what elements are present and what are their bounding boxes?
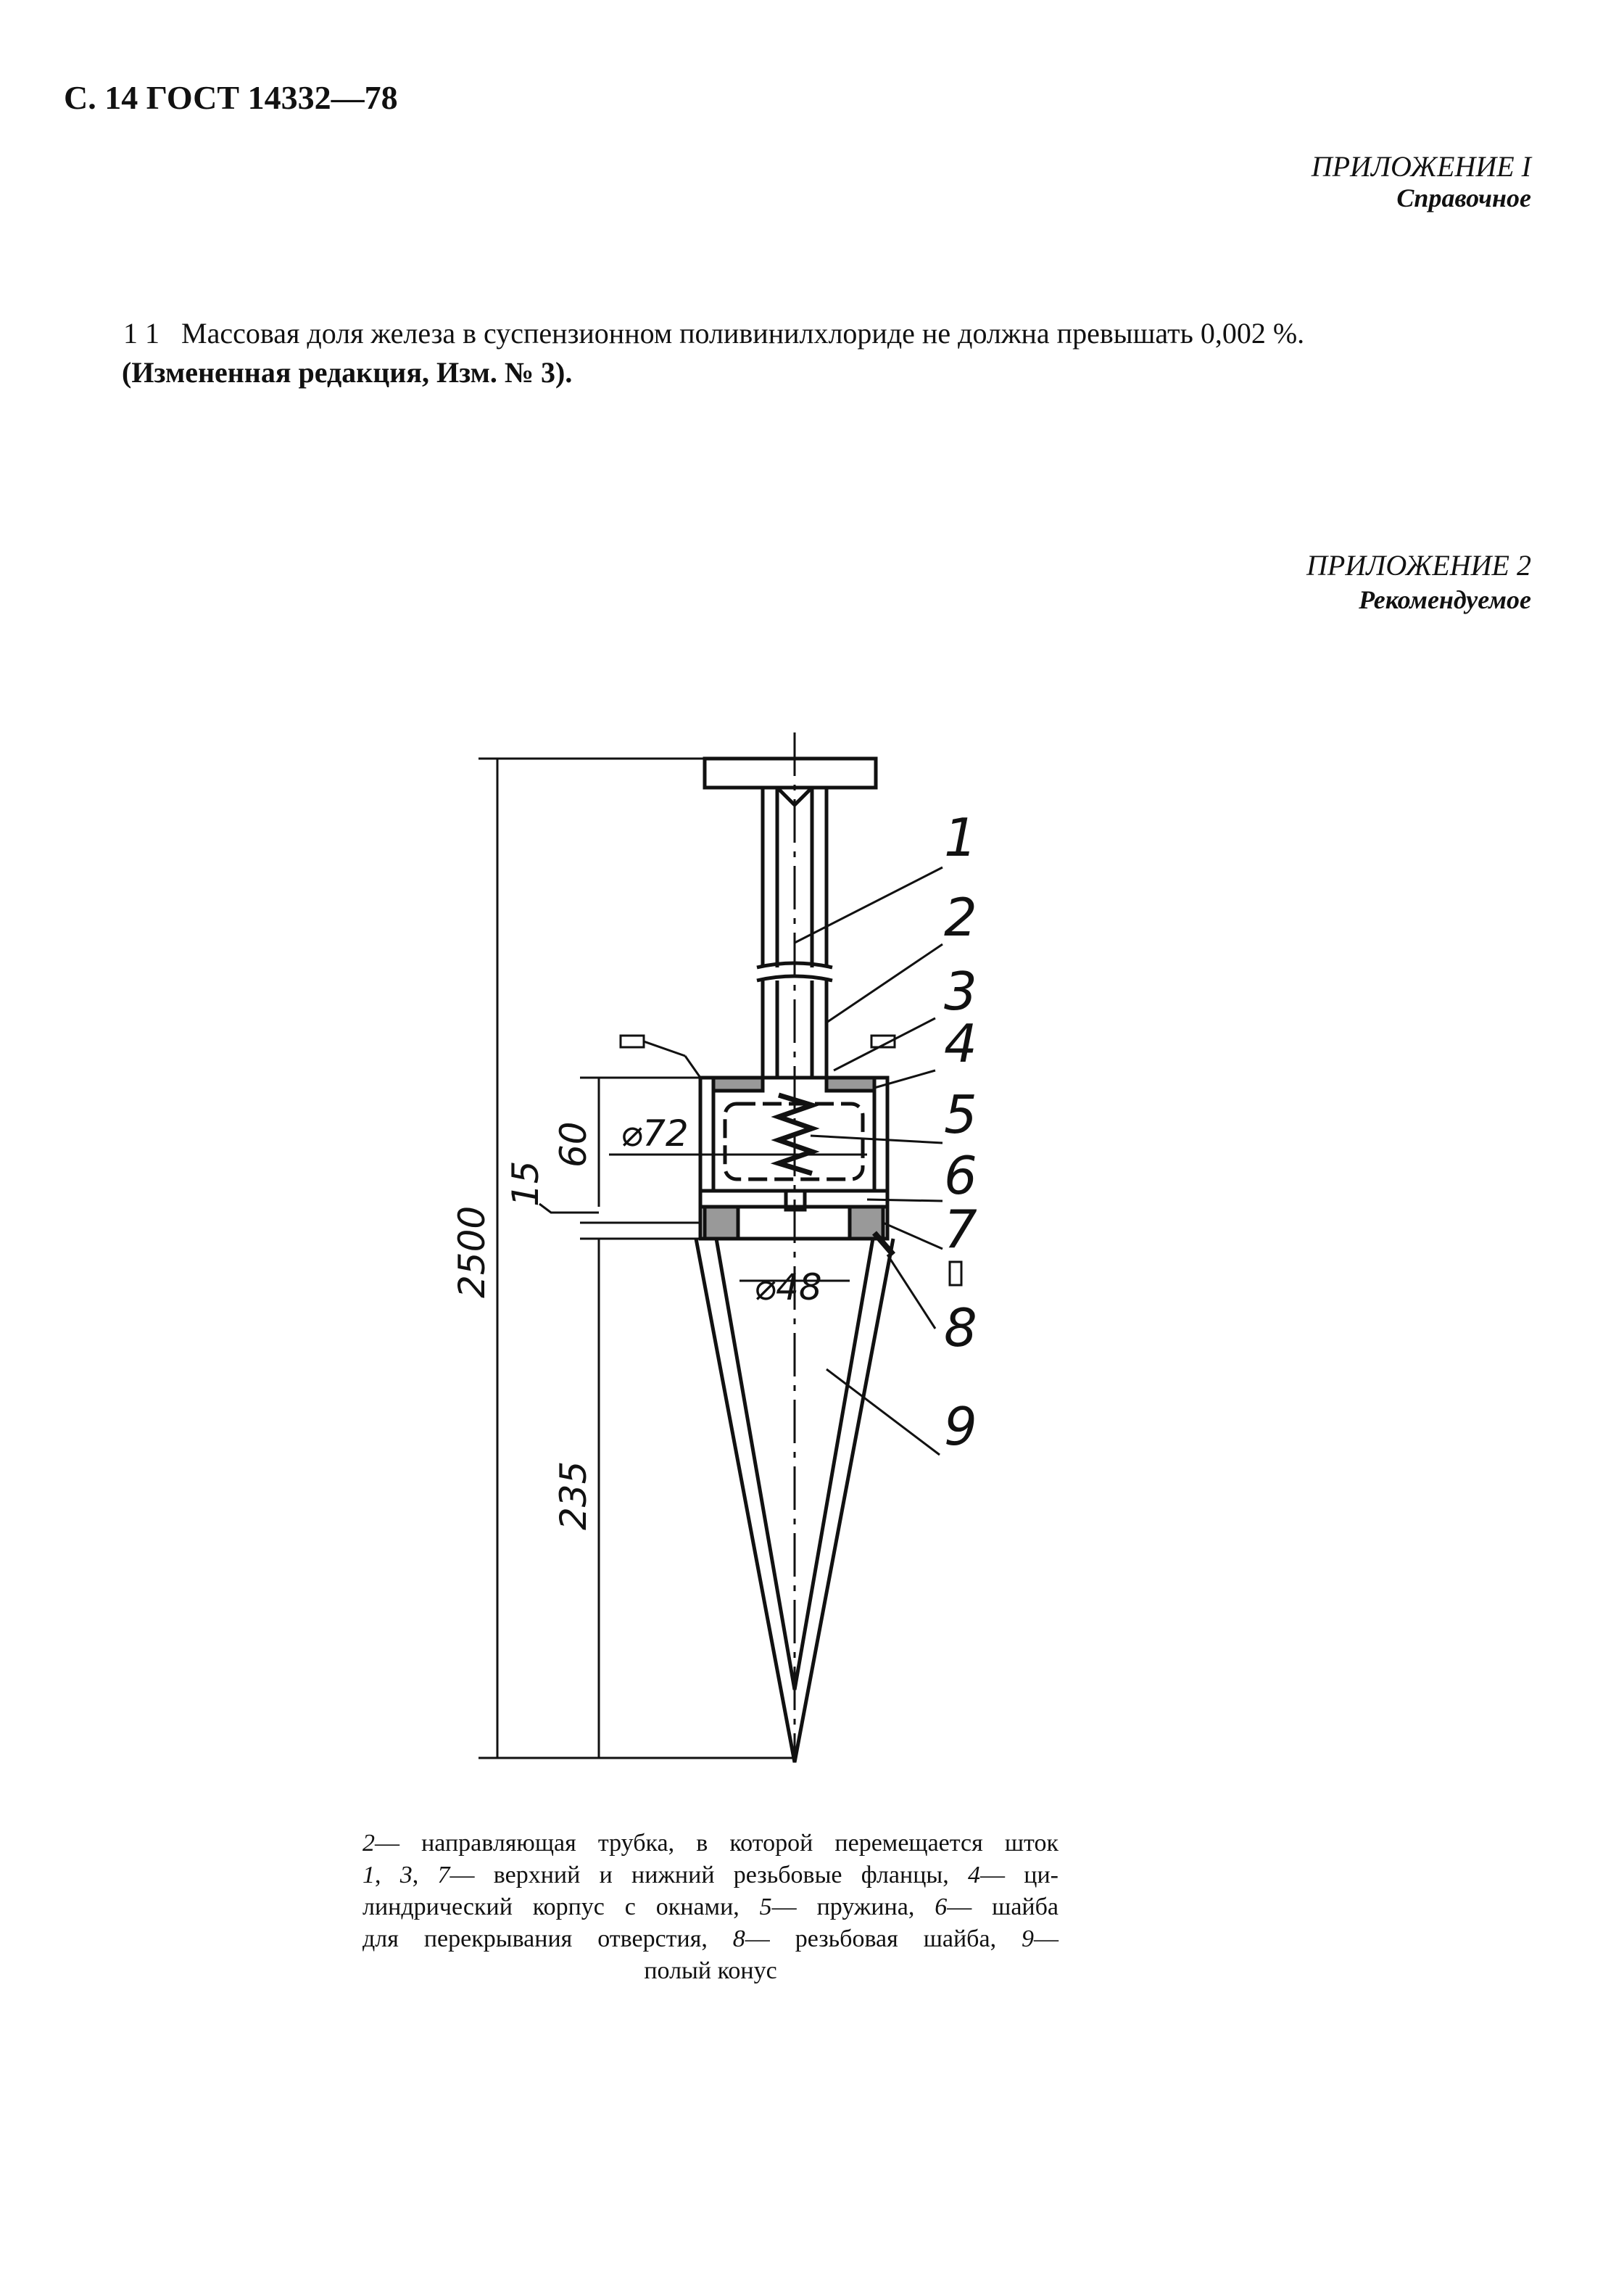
caption-text: — ци- <box>980 1862 1058 1888</box>
appendix-2-title: ПРИЛОЖЕНИЕ 2 <box>1306 549 1531 582</box>
caption-num: 8 <box>732 1925 745 1952</box>
callout-1: 1 <box>944 807 977 868</box>
figure-caption <box>362 1828 1058 1987</box>
dim-d48: ⌀48 <box>754 1266 822 1308</box>
appendix-2-subtitle: Рекомендуемое <box>1359 585 1531 614</box>
appendix-1-title: ПРИЛОЖЕНИЕ I <box>1311 150 1531 183</box>
caption-num: 3 <box>399 1862 413 1888</box>
caption-num: 4 <box>968 1862 981 1888</box>
callout-8: 8 <box>944 1297 977 1358</box>
dim-60: 60 <box>552 1121 594 1168</box>
caption-line-2 <box>362 1859 1058 1891</box>
caption-num: 9 <box>1022 1925 1034 1952</box>
caption-text: линдрический корпус с окнами, <box>362 1894 760 1920</box>
caption-text: , <box>412 1862 438 1888</box>
dim-15: 15 <box>505 1160 547 1207</box>
paragraph-number: 1 1 <box>123 317 160 350</box>
dim-d72: ⌀72 <box>621 1112 689 1155</box>
page-header: С. 14 ГОСТ 14332—78 <box>64 79 398 116</box>
callout-6: 6 <box>944 1145 977 1206</box>
callout-2: 2 <box>944 887 977 948</box>
caption-num: 6 <box>935 1894 948 1920</box>
caption-text: — резьбовая шайба, <box>745 1925 1022 1952</box>
caption-line-1 <box>362 1828 1058 1859</box>
caption-num: 7 <box>437 1862 450 1888</box>
caption-text: — направляющая трубка, в которой перемещается шток <box>375 1830 1058 1857</box>
caption-text: , <box>375 1862 400 1888</box>
amendment-note: (Измененная редакция, Изм. № 3). <box>122 356 573 389</box>
callout-7: 7 <box>944 1199 977 1260</box>
callout-3: 3 <box>944 961 977 1022</box>
caption-line-3 <box>362 1891 1058 1923</box>
caption-line-5: полый конус <box>644 1957 777 1984</box>
caption-line-4 <box>362 1923 1058 1955</box>
callout-5: 5 <box>944 1084 977 1145</box>
appendix-1-subtitle: Справочное <box>1396 183 1531 212</box>
caption-num: 5 <box>759 1894 772 1920</box>
paragraph-text: Массовая доля железа в суспензионном поливинилхлориде не должна превышать 0,002 %. <box>181 317 1305 350</box>
caption-text: — верхний и нижний резьбовые фланцы, <box>450 1862 969 1888</box>
dim-2500: 2500 <box>451 1205 493 1298</box>
callout-4: 4 <box>944 1013 977 1074</box>
caption-text: — шайба <box>947 1894 1059 1920</box>
caption-text: для перекрывания отверстия, <box>362 1925 733 1952</box>
caption-num: 2 <box>362 1830 375 1857</box>
caption-text: — пружина, <box>771 1894 935 1920</box>
caption-text: — <box>1034 1925 1058 1952</box>
dim-235: 235 <box>552 1461 594 1530</box>
handle-bar <box>705 759 876 788</box>
caption-num: 1 <box>362 1862 375 1888</box>
callout-9: 9 <box>944 1396 977 1457</box>
